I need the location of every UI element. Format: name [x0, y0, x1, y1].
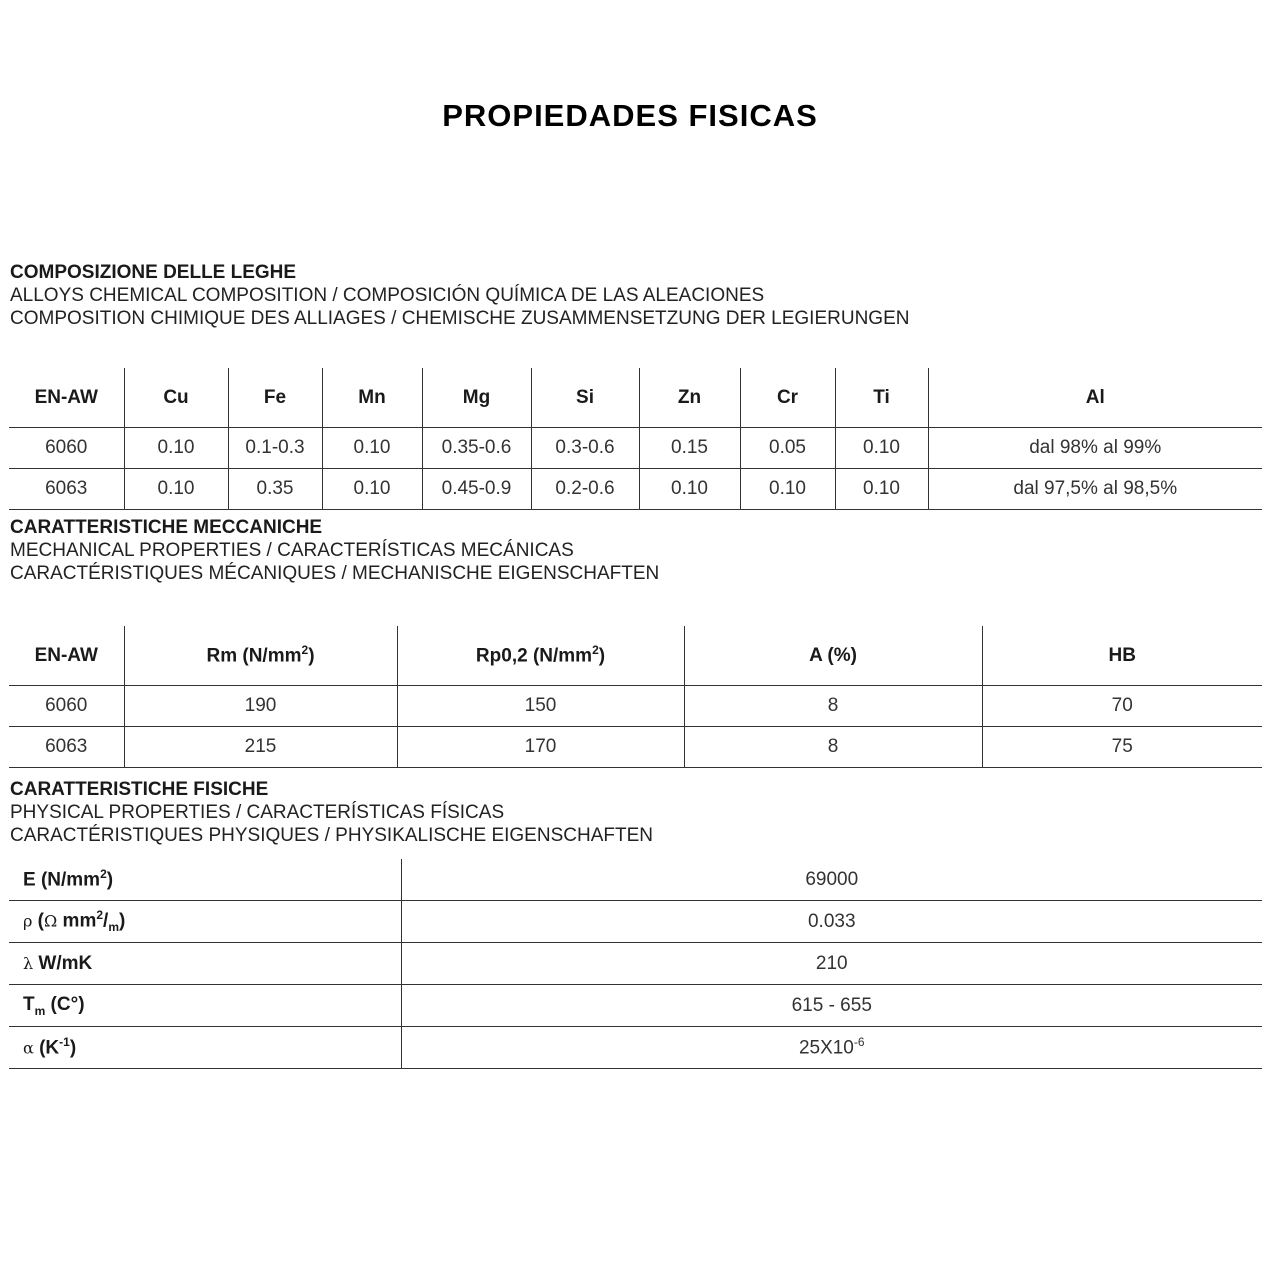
property-label-modulus: E $(N/mm^2)$ — [9, 859, 401, 901]
cell-ti: 0.10 — [835, 469, 928, 510]
cell-al: dal 98% al 99% — [928, 428, 1262, 469]
property-value-expansion: $25X10^{-6}$ — [401, 1027, 1262, 1069]
cell-zn: 0.15 — [639, 428, 740, 469]
mechanical-heading: CARATTERISTICHE MECCANICHE — [10, 517, 323, 538]
table-row — [9, 985, 1262, 1027]
property-label-melting: $T_m$ (C°) — [9, 985, 401, 1027]
physical-heading-block — [10, 778, 1250, 847]
col-header-cr: Cr — [740, 368, 835, 428]
cell-si: 0.3-0.6 — [531, 428, 639, 469]
cell-hb: 70 — [982, 686, 1262, 727]
cell-cu: 0.10 — [124, 428, 228, 469]
composition-subtitle-2: COMPOSITION CHIMIQUE DES ALLIAGES / CHEMISCHE ZUSAMMENSETZUNG DER LEGIERUNGEN — [10, 308, 910, 329]
col-header-en-aw: EN-AW — [9, 368, 124, 428]
cell-alloy: 6060 — [9, 686, 124, 727]
physical-heading: CARATTERISTICHE FISICHE — [10, 779, 269, 800]
col-header-en-aw: EN-AW — [9, 626, 124, 686]
cell-rm: 190 — [124, 686, 397, 727]
property-label-expansion: α $(K^{-1})$ — [9, 1027, 401, 1069]
table-row — [9, 469, 1262, 510]
property-value-resistivity: 0.033 — [401, 901, 1262, 943]
col-header-mg: Mg — [422, 368, 531, 428]
cell-hb: 75 — [982, 727, 1262, 768]
cell-rp02: 170 — [397, 727, 684, 768]
cell-mn: 0.10 — [322, 469, 422, 510]
col-header-ti: Ti — [835, 368, 928, 428]
cell-si: 0.2-0.6 — [531, 469, 639, 510]
table-row — [9, 859, 1262, 901]
cell-a: 8 — [684, 727, 982, 768]
composition-heading-block — [10, 261, 1250, 330]
mechanical-subtitle-2: CARACTÉRISTIQUES MÉCANIQUES / MECHANISCHE EIGENSCHAFTEN — [10, 563, 660, 584]
mechanical-subtitle-1: MECHANICAL PROPERTIES / CARACTERÍSTICAS MECÁNICAS — [10, 540, 574, 561]
col-header-rp02: Rp0,2 $(N/mm^2)$ — [397, 626, 684, 686]
table-row — [9, 428, 1262, 469]
physical-subtitle-1: PHYSICAL PROPERTIES / CARACTERÍSTICAS FÍSICAS — [10, 802, 505, 823]
col-header-al: Al — [928, 368, 1262, 428]
table-row — [9, 901, 1262, 943]
physical-subtitle-2: CARACTÉRISTIQUES PHYSIQUES / PHYSIKALISCHE EIGENSCHAFTEN — [10, 825, 653, 846]
property-label-resistivity: ρ (Ω $mm^2/_m$) — [9, 901, 401, 943]
cell-fe: 0.35 — [228, 469, 322, 510]
cell-rm: 215 — [124, 727, 397, 768]
cell-alloy: 6060 — [9, 428, 124, 469]
cell-fe: 0.1-0.3 — [228, 428, 322, 469]
table-row — [9, 1027, 1262, 1069]
composition-subtitle-1: ALLOYS CHEMICAL COMPOSITION / COMPOSICIÓN QUÍMICA DE LAS ALEACIONES — [10, 285, 765, 306]
mechanical-table — [9, 626, 1262, 768]
col-header-rm: Rm $(N/mm^2)$ — [124, 626, 397, 686]
cell-mg: 0.35-0.6 — [422, 428, 531, 469]
property-value-melting: 615 - 655 — [401, 985, 1262, 1027]
mechanical-heading-block — [10, 516, 1250, 585]
cell-a: 8 — [684, 686, 982, 727]
page-title: PROPIEDADES FISICAS — [442, 98, 818, 133]
mechanical-header-row — [9, 626, 1262, 686]
physical-table — [9, 859, 1262, 1069]
property-label-conductivity: λ W/mK — [9, 943, 401, 985]
table-row — [9, 686, 1262, 727]
col-header-hb: HB — [982, 626, 1262, 686]
cell-cu: 0.10 — [124, 469, 228, 510]
cell-mn: 0.10 — [322, 428, 422, 469]
cell-alloy: 6063 — [9, 469, 124, 510]
col-header-fe: Fe — [228, 368, 322, 428]
table-row — [9, 943, 1262, 985]
col-header-zn: Zn — [639, 368, 740, 428]
cell-cr: 0.10 — [740, 469, 835, 510]
property-value-modulus: 69000 — [401, 859, 1262, 901]
col-header-mn: Mn — [322, 368, 422, 428]
composition-table — [9, 368, 1262, 510]
cell-al: dal 97,5% al 98,5% — [928, 469, 1262, 510]
cell-zn: 0.10 — [639, 469, 740, 510]
cell-cr: 0.05 — [740, 428, 835, 469]
cell-ti: 0.10 — [835, 428, 928, 469]
composition-heading: COMPOSIZIONE DELLE LEGHE — [10, 262, 297, 283]
composition-header-row — [9, 368, 1262, 428]
col-header-a: A (%) — [684, 626, 982, 686]
cell-mg: 0.45-0.9 — [422, 469, 531, 510]
table-row — [9, 727, 1262, 768]
col-header-si: Si — [531, 368, 639, 428]
property-value-conductivity: 210 — [401, 943, 1262, 985]
col-header-cu: Cu — [124, 368, 228, 428]
cell-rp02: 150 — [397, 686, 684, 727]
cell-alloy: 6063 — [9, 727, 124, 768]
